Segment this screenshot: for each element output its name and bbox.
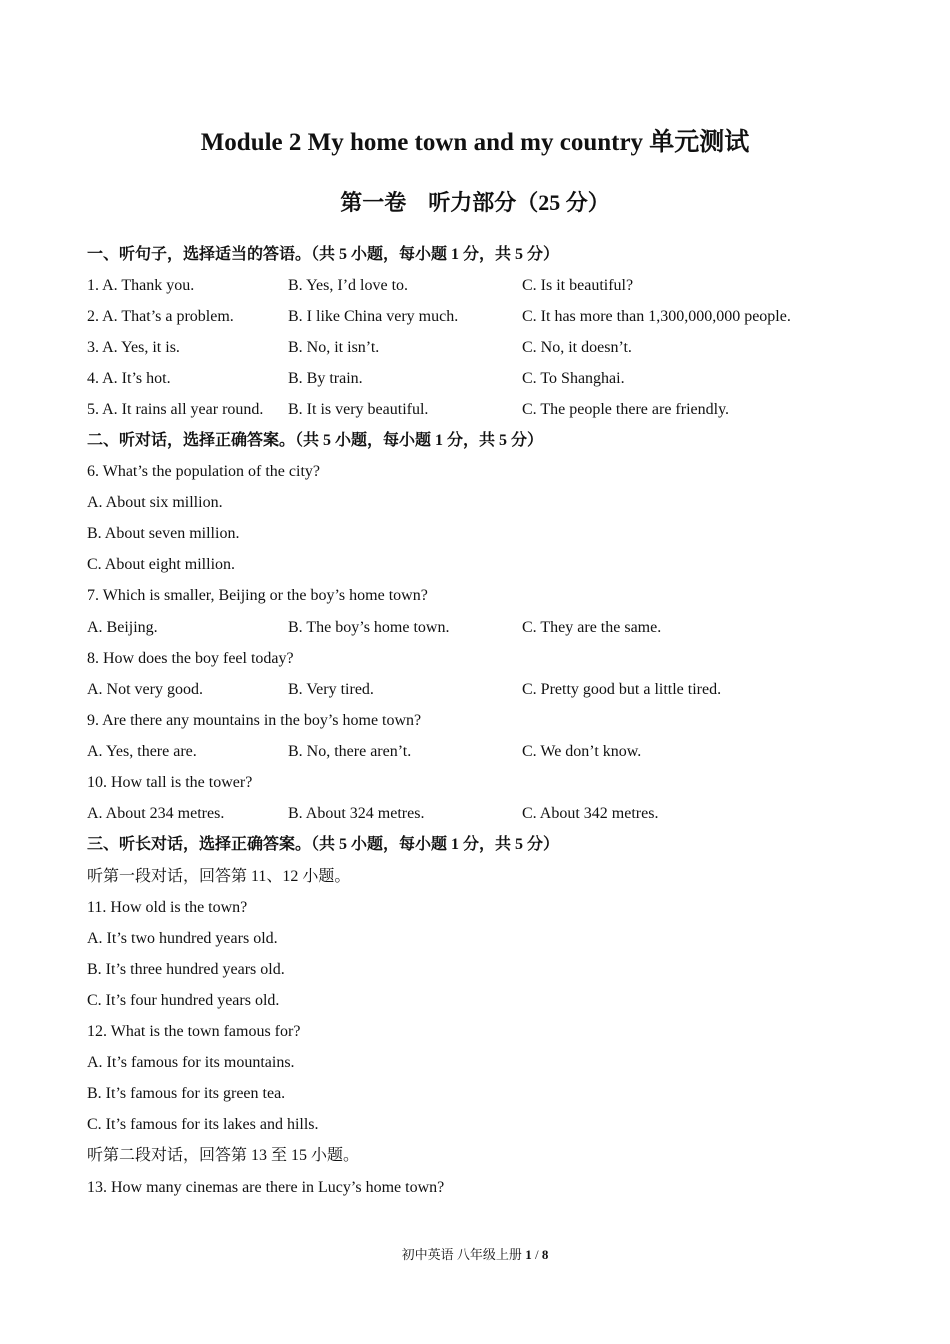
dialogue-intro: 听第一段对话，回答第 11、12 小题。 — [87, 868, 351, 885]
question-row — [87, 801, 907, 827]
question-row — [87, 304, 907, 330]
page-number: 1 — [525, 1247, 532, 1262]
question-row — [87, 615, 907, 641]
option-c: C. It has more than 1,300,000,000 people. — [522, 308, 791, 325]
question-text: 6. What’s the population of the city? — [87, 463, 320, 480]
option-b: B. No, it isn’t. — [288, 339, 380, 356]
option-a: 4. A. It’s hot. — [87, 370, 171, 387]
question-row — [87, 677, 907, 703]
question-text: 8. How does the boy feel today? — [87, 650, 294, 667]
option-b: B. About 324 metres. — [288, 805, 425, 822]
option-c: C. About eight million. — [87, 556, 236, 573]
question-text: 11. How old is the town? — [87, 899, 248, 916]
section3-heading: 三、听长对话，选择正确答案。（共 5 小题，每小题 1 分，共 5 分） — [87, 836, 560, 853]
question-row — [87, 335, 907, 361]
option-c: C. About 342 metres. — [522, 805, 659, 822]
option-a: 1. A. Thank you. — [87, 277, 195, 294]
question-row — [87, 273, 907, 299]
option-b: B. I like China very much. — [288, 308, 459, 325]
option-c: C. It’s four hundred years old. — [87, 992, 280, 1009]
option-c: C. Is it beautiful? — [522, 277, 634, 294]
question-text: 9. Are there any mountains in the boy’s home town? — [87, 712, 422, 729]
question-text: 13. How many cinemas are there in Lucy’s home town? — [87, 1179, 445, 1196]
page-separator: / — [531, 1247, 542, 1262]
option-a: 5. A. It rains all year round. — [87, 401, 264, 418]
option-a: A. It’s famous for its mountains. — [87, 1054, 295, 1071]
option-b: B. It is very beautiful. — [288, 401, 429, 418]
option-a: A. Beijing. — [87, 619, 158, 636]
option-c: C. No, it doesn’t. — [522, 339, 632, 356]
option-a: A. About six million. — [87, 494, 223, 511]
option-a: A. About 234 metres. — [87, 805, 225, 822]
option-a: A. Yes, there are. — [87, 743, 197, 760]
option-a: A. It’s two hundred years old. — [87, 930, 278, 947]
option-b: B. Very tired. — [288, 681, 374, 698]
question-row — [87, 366, 907, 392]
option-b: B. The boy’s home town. — [288, 619, 450, 636]
option-c: C. To Shanghai. — [522, 370, 625, 387]
option-b: B. No, there aren’t. — [288, 743, 412, 760]
question-text: 10. How tall is the tower? — [87, 774, 253, 791]
option-c: C. We don’t know. — [522, 743, 642, 760]
option-b: B. About seven million. — [87, 525, 240, 542]
section2-heading: 二、听对话，选择正确答案。（共 5 小题，每小题 1 分，共 5 分） — [87, 432, 544, 449]
section1-heading: 一、听句子，选择适当的答语。（共 5 小题，每小题 1 分，共 5 分） — [87, 246, 560, 263]
question-row — [87, 397, 907, 423]
dialogue-intro: 听第二段对话，回答第 13 至 15 小题。 — [87, 1147, 360, 1164]
question-text: 7. Which is smaller, Beijing or the boy’s home town? — [87, 587, 428, 604]
option-a: 3. A. Yes, it is. — [87, 339, 180, 356]
question-row — [87, 739, 907, 765]
page-title: Module 2 My home town and my country 单元测试 — [200, 129, 750, 156]
question-text: 12. What is the town famous for? — [87, 1023, 301, 1040]
option-b: B. It’s three hundred years old. — [87, 961, 285, 978]
page-total: 8 — [541, 1247, 549, 1262]
option-c: C. They are the same. — [522, 619, 662, 636]
option-b: B. By train. — [288, 370, 363, 387]
option-a: 2. A. That’s a problem. — [87, 308, 234, 325]
option-c: C. Pretty good but a little tired. — [522, 681, 722, 698]
option-b: B. It’s famous for its green tea. — [87, 1085, 286, 1102]
option-c: C. It’s famous for its lakes and hills. — [87, 1116, 319, 1133]
page-footer — [0, 1244, 950, 1263]
option-c: C. The people there are friendly. — [522, 401, 730, 418]
option-b: B. Yes, I’d love to. — [288, 277, 409, 294]
part-subtitle: 第一卷 听力部分（25 分） — [340, 190, 610, 215]
footer-label: 初中英语 八年级上册 — [401, 1247, 526, 1262]
option-a: A. Not very good. — [87, 681, 203, 698]
